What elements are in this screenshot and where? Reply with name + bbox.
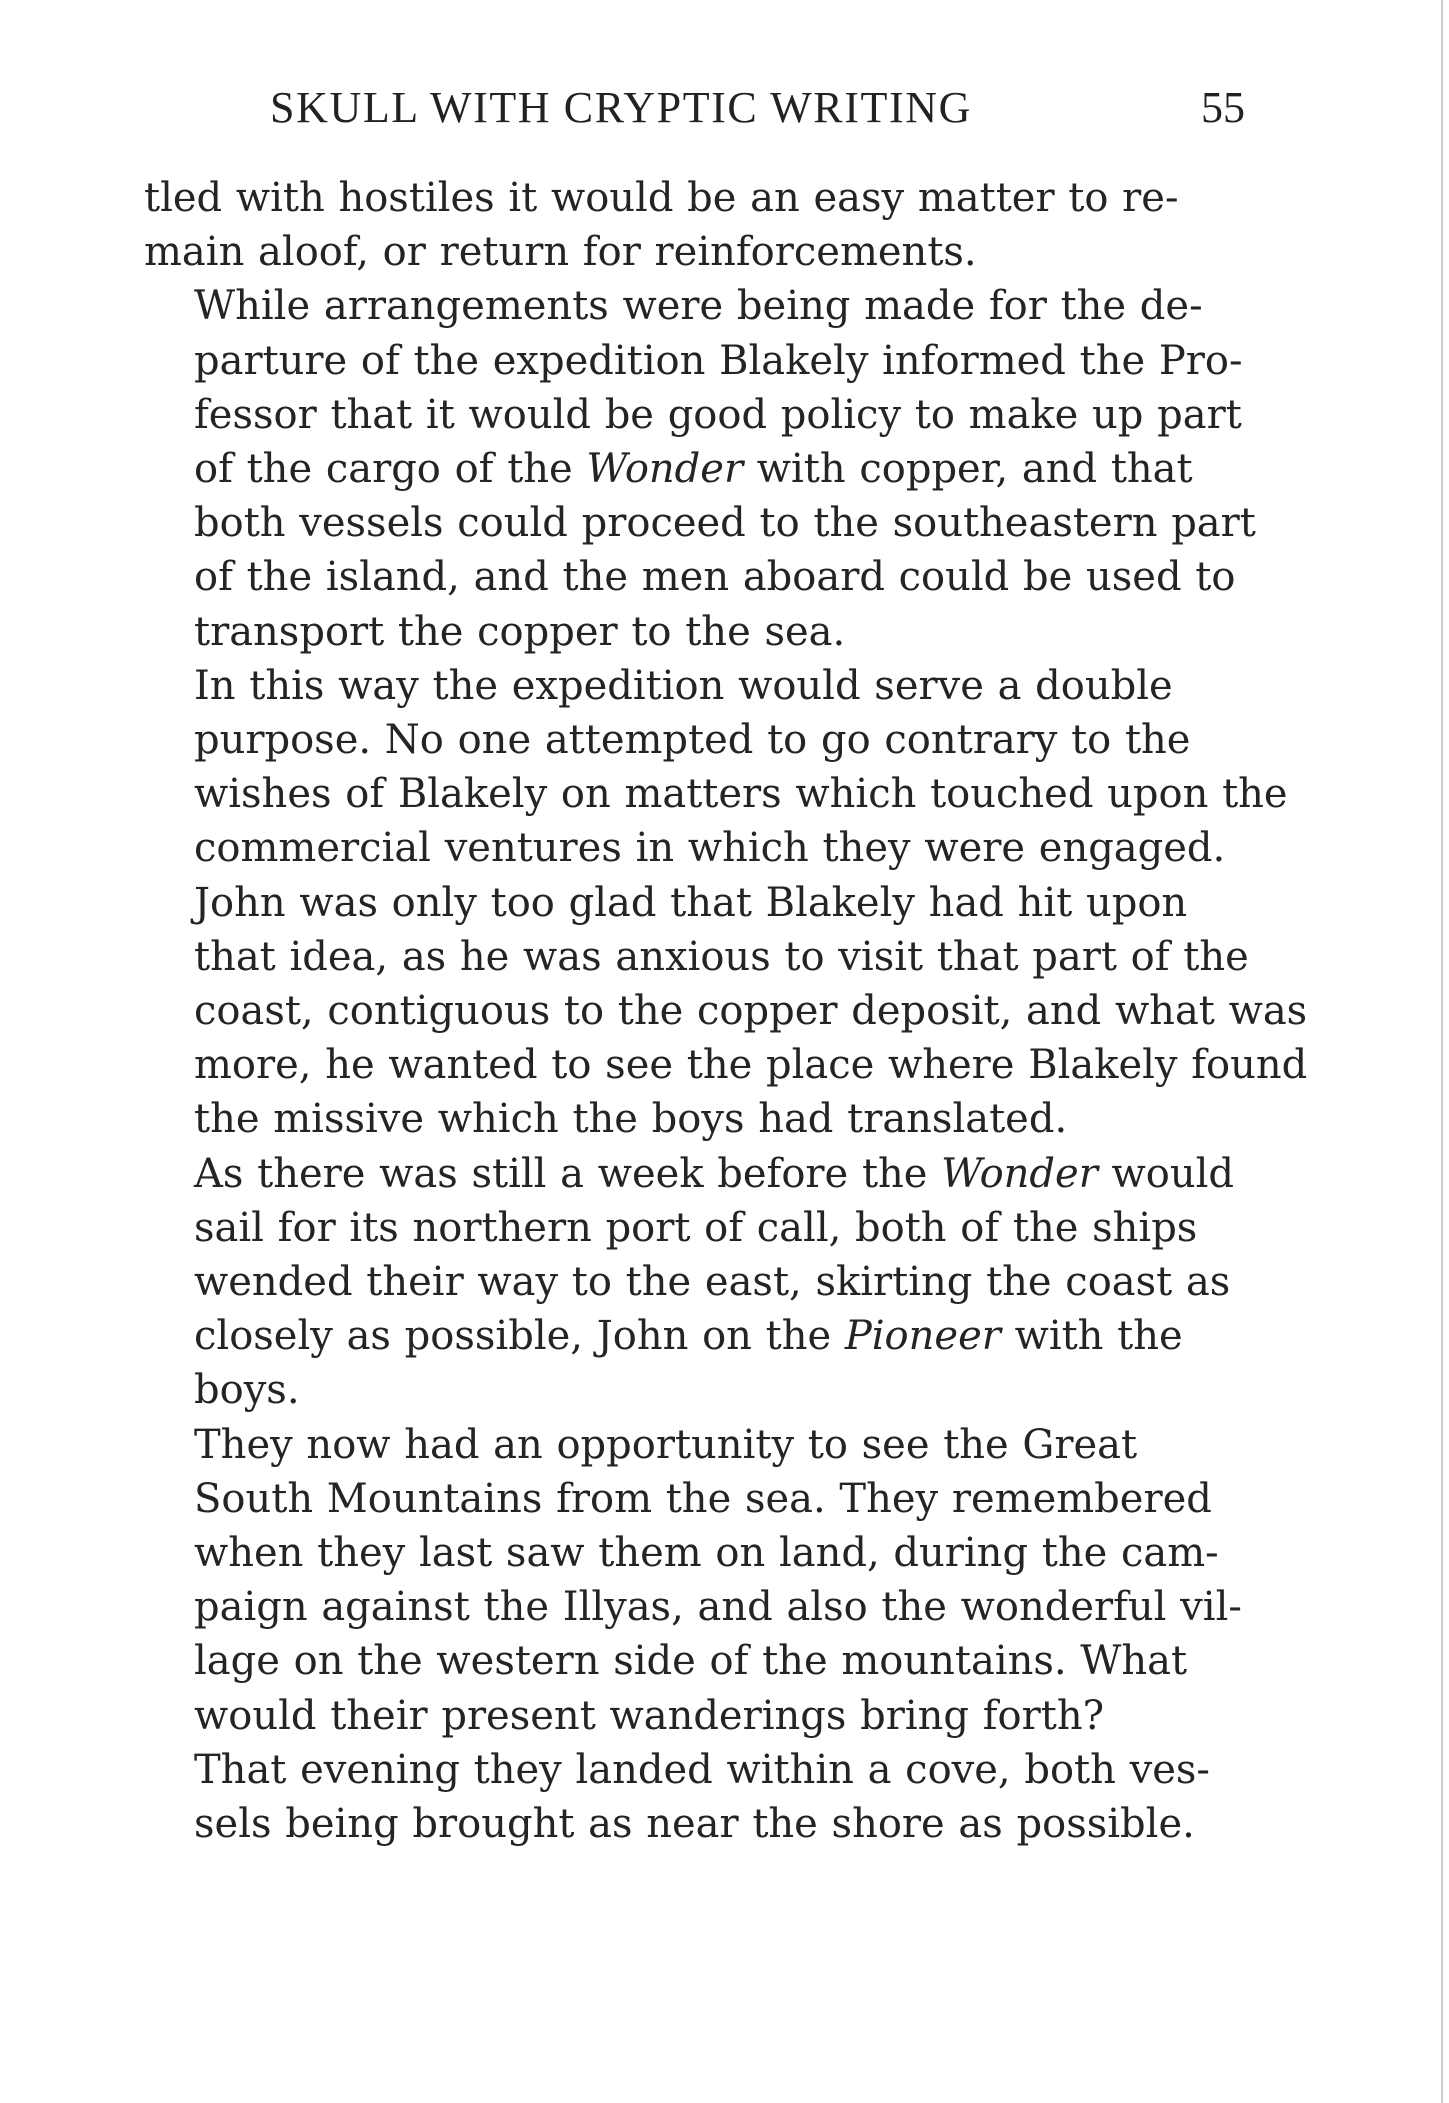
text-line-with-italic: [144, 1147, 1244, 1201]
paragraph-week-before: [144, 1147, 1244, 1418]
running-title: SKULL WITH CRYPTIC WRITING: [270, 83, 972, 132]
text-line: wishes of Blakely on matters which touched upon the: [194, 771, 1288, 818]
ship-name-pioneer: Pioneer: [844, 1313, 1001, 1360]
paragraph-evening: [144, 1743, 1244, 1851]
text-line: the missive which the boys had translated.: [194, 1096, 1068, 1143]
page-header: [270, 78, 1245, 138]
text-line: fessor that it would be good policy to make up part: [194, 391, 1242, 438]
text-fragment: As there was still a week before the: [194, 1150, 942, 1197]
text-line: parture of the expedition Blakely informed the Pro-: [194, 337, 1243, 384]
text-line: purpose. No one attempted to go contrary to the: [194, 717, 1191, 764]
paragraph-arrangements: [144, 279, 1256, 658]
text-line: lage on the western side of the mountains. What: [194, 1638, 1188, 1685]
ship-name-wonder: Wonder: [586, 446, 744, 493]
text-line: both vessels could proceed to the southeastern part: [194, 500, 1256, 547]
body-text: [144, 171, 1308, 1851]
text-line: more, he wanted to see the place where Blakely found: [194, 1042, 1308, 1089]
text-line-with-italic: [144, 1309, 1244, 1363]
paragraph-mountains: [144, 1418, 1244, 1743]
paragraph-continuation: [144, 171, 1244, 279]
text-line: transport the copper to the sea.: [194, 608, 846, 655]
text-line-with-italic: [144, 442, 1244, 496]
page-edge-line: [1441, 0, 1443, 2103]
text-line: sels being brought as near the shore as possible.: [194, 1801, 1195, 1848]
paragraph-john: [144, 876, 1308, 1147]
ship-name-wonder: Wonder: [941, 1150, 1098, 1197]
text-fragment: with the: [1000, 1313, 1183, 1360]
text-fragment: with copper, and that: [743, 446, 1193, 493]
text-line: of the island, and the men aboard could be used to: [194, 554, 1236, 601]
text-line: would their present wanderings bring forth?: [194, 1692, 1105, 1739]
text-line: In this way the expedition would serve a double: [194, 662, 1173, 709]
text-line: That evening they landed within a cove, both ves-: [194, 1746, 1210, 1793]
text-fragment: closely as possible, John on the: [194, 1313, 845, 1360]
text-line: tled with hostiles it would be an easy matter to re-: [144, 175, 1179, 221]
text-line: South Mountains from the sea. They remembered: [194, 1475, 1212, 1522]
text-line: commercial ventures in which they were engaged.: [194, 825, 1226, 872]
text-line: While arrangements were being made for the de-: [194, 283, 1203, 330]
page-number: 55: [1201, 83, 1245, 132]
text-fragment: of the cargo of the: [194, 446, 587, 493]
paragraph-double-purpose: [144, 659, 1288, 876]
text-line: that idea, as he was anxious to visit that part of the: [194, 933, 1249, 980]
text-line: main aloof, or return for reinforcements.: [144, 229, 977, 276]
text-line: John was only too glad that Blakely had hit upon: [194, 879, 1188, 926]
text-line: boys.: [194, 1367, 300, 1414]
text-line: They now had an opportunity to see the Great: [194, 1421, 1138, 1468]
text-line: sail for its northern port of call, both of the ships: [194, 1204, 1198, 1251]
text-line: wended their way to the east, skirting the coast as: [194, 1259, 1231, 1306]
text-line: coast, contiguous to the copper deposit, and what was: [194, 988, 1308, 1035]
text-line: when they last saw them on land, during the cam-: [194, 1530, 1219, 1577]
text-line: paign against the Illyas, and also the wonderful vil-: [194, 1584, 1242, 1631]
text-fragment: would: [1097, 1150, 1235, 1197]
